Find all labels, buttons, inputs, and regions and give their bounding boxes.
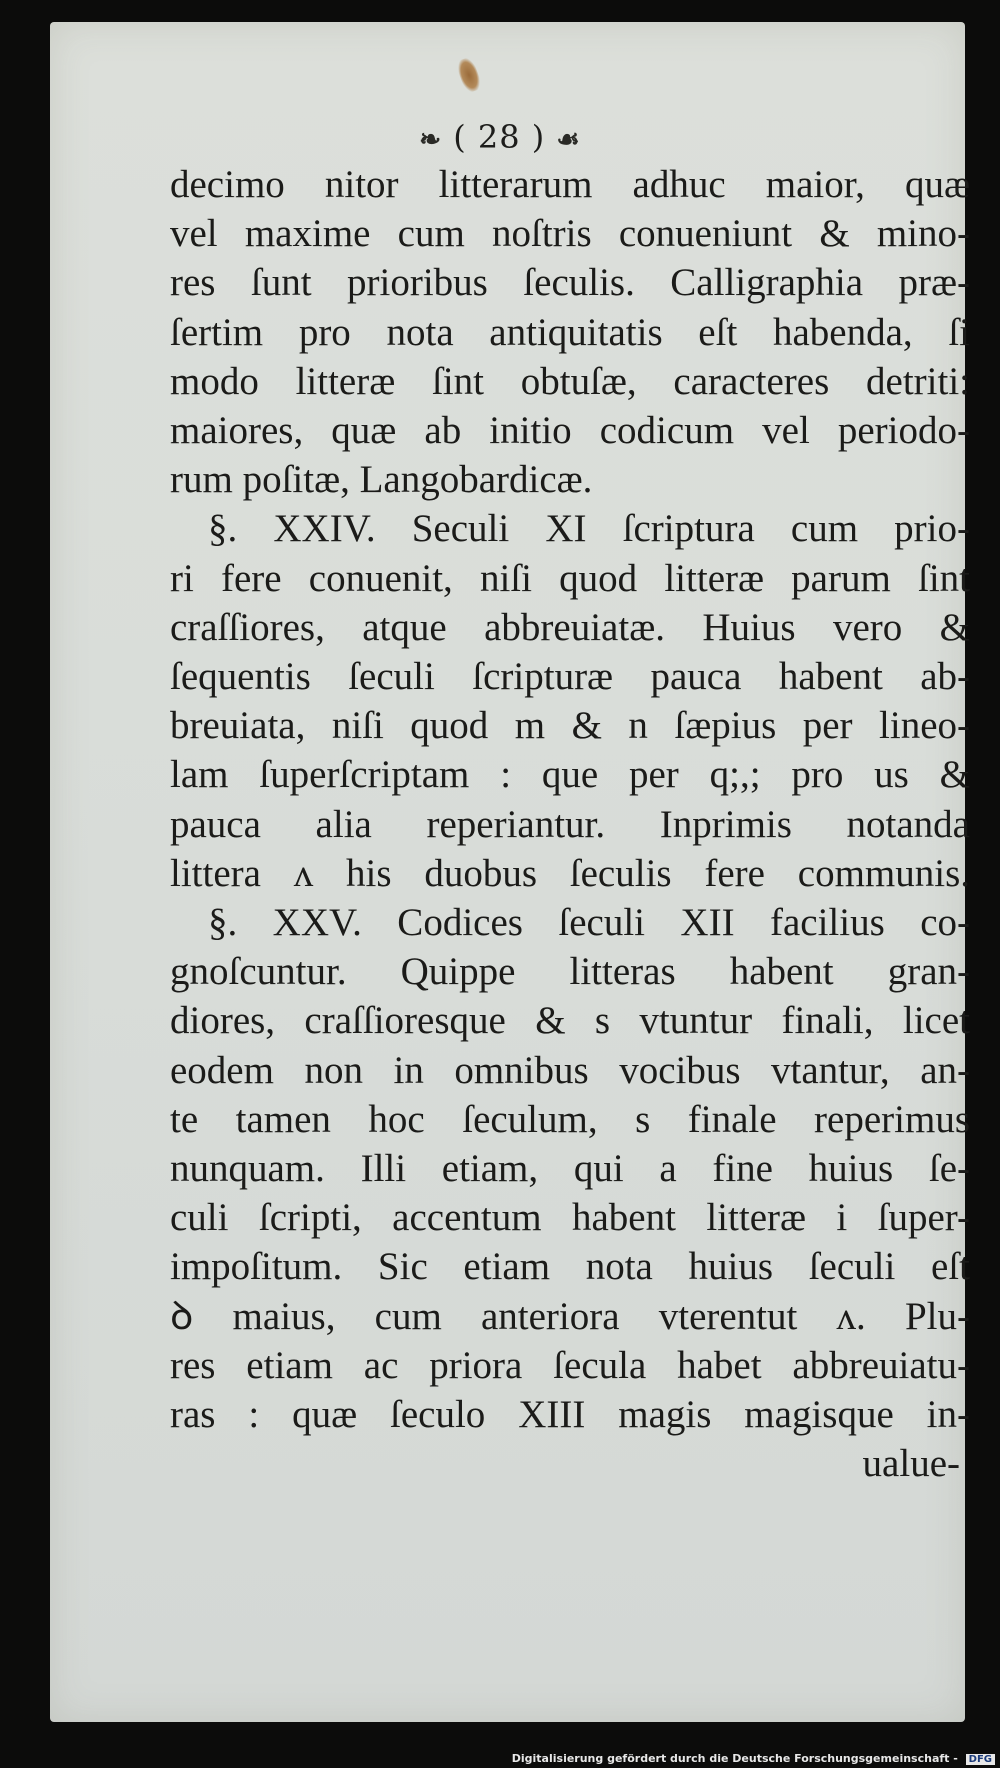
text-line: ſertim pro nota antiquitatis eſt habenda, ſi [170, 310, 970, 354]
text-line: ri fere conuenit, niſi quod litteræ parum ſint [170, 556, 970, 600]
text-line: culi ſcripti, accentum habent litteræ i ſuper- [170, 1196, 970, 1240]
text-line: maiores, quæ ab initio codicum vel periodo- [170, 409, 970, 453]
page-number: ( 28 ) [453, 118, 546, 156]
text-line: res ſunt prioribus ſeculis. Calligraphia præ- [170, 261, 970, 305]
text-line: eodem non in omnibus vocibus vtantur, an- [170, 1048, 970, 1092]
digitization-footer [0, 1752, 995, 1765]
text-line: modo litteræ ſint obtuſæ, caracteres detriti: [170, 359, 970, 403]
text-line: te tamen hoc ſeculum, s finale reperimus [170, 1097, 970, 1141]
text-line: lam ſuperſcriptam : que per q;,; pro us & [170, 753, 970, 797]
page-number-header [0, 118, 1000, 156]
section-heading-line: §. XXV. Codices ſeculi XII facilius co- [208, 901, 970, 945]
text-line: vel maxime cum noſtris conueniunt & mino- [170, 212, 970, 256]
text-line: impoſitum. Sic etiam nota huius ſeculi eſt [170, 1245, 970, 1289]
text-line: littera ʌ his duobus ſeculis fere communis. [170, 851, 970, 895]
text-line: rum poſitæ, Langobardicæ. [170, 458, 593, 502]
dfg-logo: DFG [966, 1754, 995, 1765]
footer-text: Digitalisierung gefördert durch die Deutsche Forschungsgemeinschaft - [511, 1752, 958, 1765]
text-line: gnoſcuntur. Quippe litteras habent gran- [170, 950, 970, 994]
text-line: ras : quæ ſeculo XIII magis magisque in- [170, 1393, 970, 1437]
header-left-ornament: ❧ [419, 125, 443, 155]
text-line: craſſiores, atque abbreuiatæ. Huius vero & [170, 605, 970, 649]
page-body-text [170, 160, 970, 1488]
text-line: ſequentis ſeculi ſcripturæ pauca habent ab- [170, 655, 970, 699]
text-line: res etiam ac priora ſecula habet abbreuiatu- [170, 1343, 970, 1387]
ink-stain [455, 56, 484, 94]
text-line: ꝺ maius, cum anteriora vterentut ʌ. Plu- [170, 1294, 970, 1338]
text-line: pauca alia reperiantur. Inprimis notanda [170, 802, 970, 846]
catchword: ualue- [862, 1442, 960, 1486]
section-heading-line: §. XXIV. Seculi XI ſcriptura cum prio- [208, 507, 970, 551]
text-line: breuiata, niſi quod m & n ſæpius per lineo- [170, 704, 970, 748]
header-right-ornament: ☙ [556, 125, 581, 155]
text-line: nunquam. Illi etiam, qui a fine huius ſe- [170, 1147, 970, 1191]
text-line: diores, craſſioresque & s vtuntur finali, licet [170, 999, 970, 1043]
text-line: decimo nitor litterarum adhuc maior, quæ [170, 163, 970, 206]
